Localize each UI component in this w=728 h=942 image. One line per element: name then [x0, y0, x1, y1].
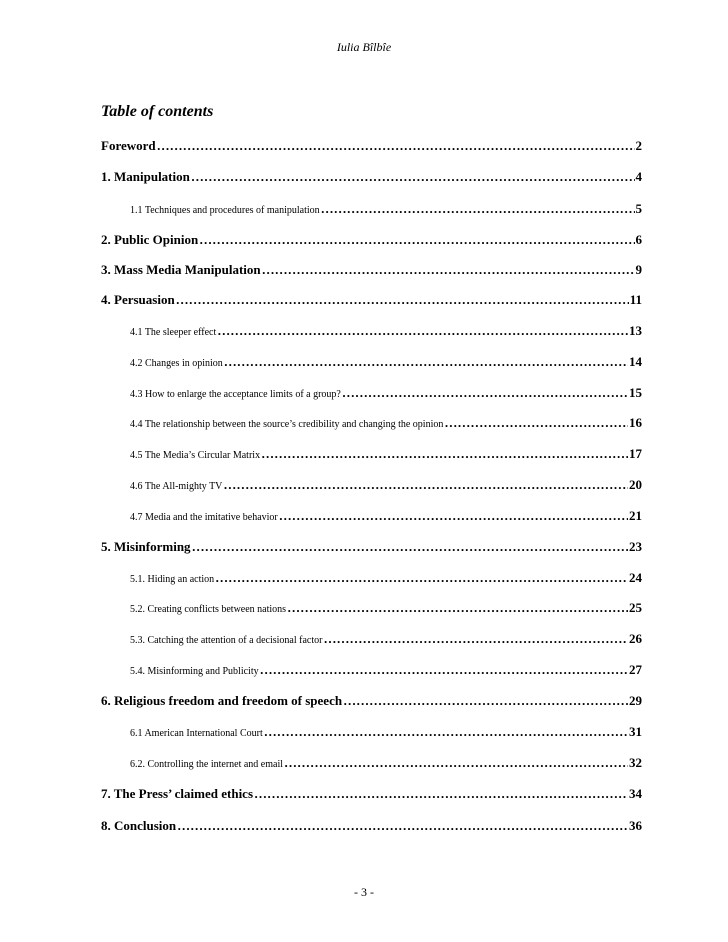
toc-entry-title: 4. Persuasion — [101, 292, 175, 307]
running-header-author: Iulia Bîlbîe — [336, 40, 392, 54]
toc-entry[interactable] — [130, 755, 642, 771]
toc-leader-dots — [217, 323, 628, 339]
toc-leader-dots — [191, 169, 635, 185]
toc-entry[interactable] — [101, 786, 642, 802]
toc-entry-page: 21 — [629, 508, 642, 523]
toc-entry[interactable] — [101, 539, 642, 555]
toc-entry-page: 31 — [629, 724, 642, 739]
toc-entry-page: 2 — [635, 138, 642, 153]
toc-entry-page: 11 — [629, 292, 642, 307]
toc-entry-title: 8. Conclusion — [101, 818, 177, 833]
toc-entry[interactable] — [130, 477, 642, 493]
toc-entry-page: 26 — [629, 631, 642, 646]
toc-entry-title: 4.4 The relationship between the source’s credibility and changing the opinion — [130, 419, 444, 430]
toc-leader-dots — [261, 446, 628, 462]
toc-entry[interactable] — [130, 354, 642, 370]
toc-entry-title: 1.1 Techniques and procedures of manipulation — [130, 205, 320, 216]
toc-entry-title: 4.6 The All-mighty TV — [130, 481, 223, 492]
toc-leader-dots — [176, 292, 629, 308]
toc-entry-page: 15 — [629, 385, 642, 400]
toc-entry-page: 16 — [629, 415, 642, 430]
toc-leader-dots — [444, 415, 628, 431]
toc-entry-title: 5.4. Misinforming and Publicity — [130, 666, 259, 677]
toc-leader-dots — [177, 818, 628, 834]
toc-entry[interactable] — [130, 415, 642, 431]
toc-entry-page: 20 — [629, 477, 642, 492]
toc-entry-title: 4.3 How to enlarge the acceptance limits of a group? — [130, 389, 341, 400]
toc-entry-page: 23 — [629, 539, 642, 554]
toc-entry-title: 1. Manipulation — [101, 169, 190, 184]
toc-entry-title: 3. Mass Media Manipulation — [101, 262, 261, 277]
toc-entry[interactable] — [130, 323, 642, 339]
toc-entry-page: 25 — [629, 600, 642, 615]
toc-leader-dots — [157, 138, 635, 154]
toc-entry-page: 6 — [635, 232, 642, 247]
toc-leader-dots — [199, 232, 634, 248]
toc-entry[interactable] — [101, 232, 642, 248]
toc-entry[interactable] — [130, 724, 642, 740]
toc-entry-title: 4.7 Media and the imitative behavior — [130, 512, 278, 523]
toc-leader-dots — [260, 662, 628, 678]
toc-entry[interactable] — [101, 262, 642, 278]
toc-entry-page: 29 — [629, 693, 642, 708]
toc-entry[interactable] — [130, 385, 642, 401]
toc-leader-dots — [284, 755, 628, 771]
toc-leader-dots — [224, 354, 628, 370]
toc-entry-page: 14 — [629, 354, 642, 369]
toc-entry-title: 6.1 American International Court — [130, 728, 263, 739]
toc-entry-page: 13 — [629, 323, 642, 338]
toc-entry-page: 17 — [629, 446, 642, 461]
toc-leader-dots — [321, 201, 635, 217]
toc-leader-dots — [215, 570, 628, 586]
toc-entry[interactable] — [101, 169, 642, 185]
toc-entry-page: 27 — [629, 662, 642, 677]
toc-leader-dots — [343, 693, 628, 709]
toc-entry[interactable] — [101, 818, 642, 834]
toc-entry[interactable] — [130, 570, 642, 586]
toc-entry-title: 6. Religious freedom and freedom of speech — [101, 693, 343, 708]
toc-entry-title: 4.1 The sleeper effect — [130, 327, 217, 338]
toc-entry-title: 6.2. Controlling the internet and email — [130, 759, 284, 770]
toc-entry-title: 2. Public Opinion — [101, 232, 199, 247]
toc-leader-dots — [279, 508, 628, 524]
toc-leader-dots — [223, 477, 628, 493]
toc-entry-page: 9 — [635, 262, 642, 277]
toc-entry-title: 4.5 The Media’s Circular Matrix — [130, 450, 261, 461]
toc-leader-dots — [264, 724, 628, 740]
toc-entry-page: 36 — [629, 818, 642, 833]
toc-entry-page: 34 — [629, 786, 642, 801]
toc-leader-dots — [342, 385, 628, 401]
toc-entry[interactable] — [101, 138, 642, 154]
toc-entry[interactable] — [101, 292, 642, 308]
toc-entry[interactable] — [130, 201, 642, 217]
toc-entry[interactable] — [130, 446, 642, 462]
toc-leader-dots — [287, 600, 628, 616]
toc-leader-dots — [192, 539, 628, 555]
toc-entry-title: 5.3. Catching the attention of a decisional factor — [130, 635, 323, 646]
toc-entry-title: 7. The Press’ claimed ethics — [101, 786, 254, 801]
toc-entry[interactable] — [101, 693, 642, 709]
toc-entry[interactable] — [130, 631, 642, 647]
toc-entry-page: 32 — [629, 755, 642, 770]
toc-leader-dots — [323, 631, 628, 647]
toc-entry-title: 5. Misinforming — [101, 539, 191, 554]
toc-entry-page: 5 — [635, 201, 642, 216]
toc-entry-page: 4 — [635, 169, 642, 184]
toc-entry-page: 24 — [629, 570, 642, 585]
toc-entry[interactable] — [130, 508, 642, 524]
toc-leader-dots — [262, 262, 635, 278]
toc-entry-title: 5.1. Hiding an action — [130, 574, 215, 585]
page-number: - 3 - — [354, 885, 374, 899]
toc-leader-dots — [254, 786, 628, 802]
toc-entry-title: 5.2. Creating conflicts between nations — [130, 604, 287, 615]
toc-title: Table of contents — [101, 103, 214, 120]
toc-entry[interactable] — [130, 662, 642, 678]
toc-entry[interactable] — [130, 600, 642, 616]
toc-entry-title: 4.2 Changes in opinion — [130, 358, 223, 369]
toc-entry-title: Foreword — [101, 138, 156, 153]
